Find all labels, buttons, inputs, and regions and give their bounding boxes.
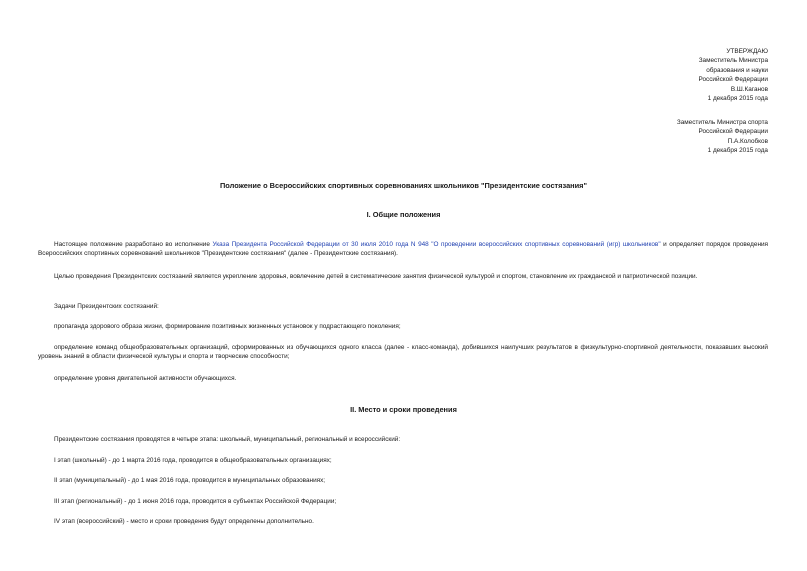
- section-title-place-dates: II. Место и сроки проведения: [350, 405, 457, 414]
- stage-item: III этап (региональный) - до 1 июня 2016 года, проводится в субъектах Российской Федерации;: [54, 498, 337, 505]
- intro-text-after: и определяет порядок проведения Всероссийских спортивных соревнований школьников "Президентские состязания" (далее - Президентские состязания).: [38, 241, 768, 258]
- approval-date: 1 декабря 2015 года: [707, 147, 768, 155]
- intro-paragraph: [38, 240, 768, 259]
- approval-block-sport: [677, 118, 768, 156]
- stage-item: I этап (школьный) - до 1 марта 2016 года, проводится в общеобразовательных организациях;: [54, 457, 332, 464]
- approval-block-education: [699, 47, 769, 103]
- approval-signer-name: В.Ш.Каганов: [730, 85, 768, 93]
- task-item: определение уровня двигательной активности обучающихся.: [54, 375, 237, 382]
- document-title: Положение о Всероссийских спортивных соревнованиях школьников "Президентские состязания": [219, 181, 587, 190]
- decree-link[interactable]: Указа Президента Российской Федерации от 30 июля 2010 года N 948 "О проведении всероссийских спортивных соревнований (игр) школьников": [212, 241, 661, 248]
- approval-date: 1 декабря 2015 года: [707, 95, 768, 103]
- approval-position-line: Заместитель Министра спорта: [676, 119, 768, 126]
- task-item: пропаганда здорового образа жизни, формирование позитивных жизненных установок у подрастающего поколения;: [54, 323, 401, 330]
- approval-position-line: образования и науки: [706, 66, 768, 74]
- approval-signer-name: П.А.Колобков: [727, 137, 768, 145]
- section-title-general: I. Общие положения: [366, 210, 441, 219]
- approval-position-line: Заместитель Министра: [698, 57, 768, 65]
- approval-position-line: Российской Федерации: [698, 76, 768, 84]
- task-item: определение команд общеобразовательных организаций, сформированных из обучающихся одного класса (далее - класс-команда), добившихся наилучших результатов в физкультурно-спортивной деятельности, показавших высокий уровень знаний в области физической культуры и спорта и творческие способности;: [38, 344, 768, 361]
- intro-text-before: Настоящее положение разработано во исполнение: [54, 241, 213, 248]
- stage-item: IV этап (всероссийский) - место и сроки проведения будут определены дополнительно.: [54, 518, 314, 525]
- stages-intro: Президентские состязания проводятся в четыре этапа: школьный, муниципальный, региональный и всероссийский:: [54, 436, 401, 443]
- goal-paragraph: Целью проведения Президентских состязаний является укрепление здоровья, вовлечение детей в систематические занятия физической культурой и спортом, становление их гражданской и патриотической позиции.: [54, 273, 698, 280]
- approval-position-line: Российской Федерации: [698, 128, 768, 136]
- tasks-label: Задачи Президентских состязаний:: [54, 303, 159, 310]
- approval-heading: УТВЕРЖДАЮ: [726, 48, 768, 55]
- stage-item: II этап (муниципальный) - до 1 мая 2016 года, проводится в муниципальных образованиях;: [54, 477, 326, 484]
